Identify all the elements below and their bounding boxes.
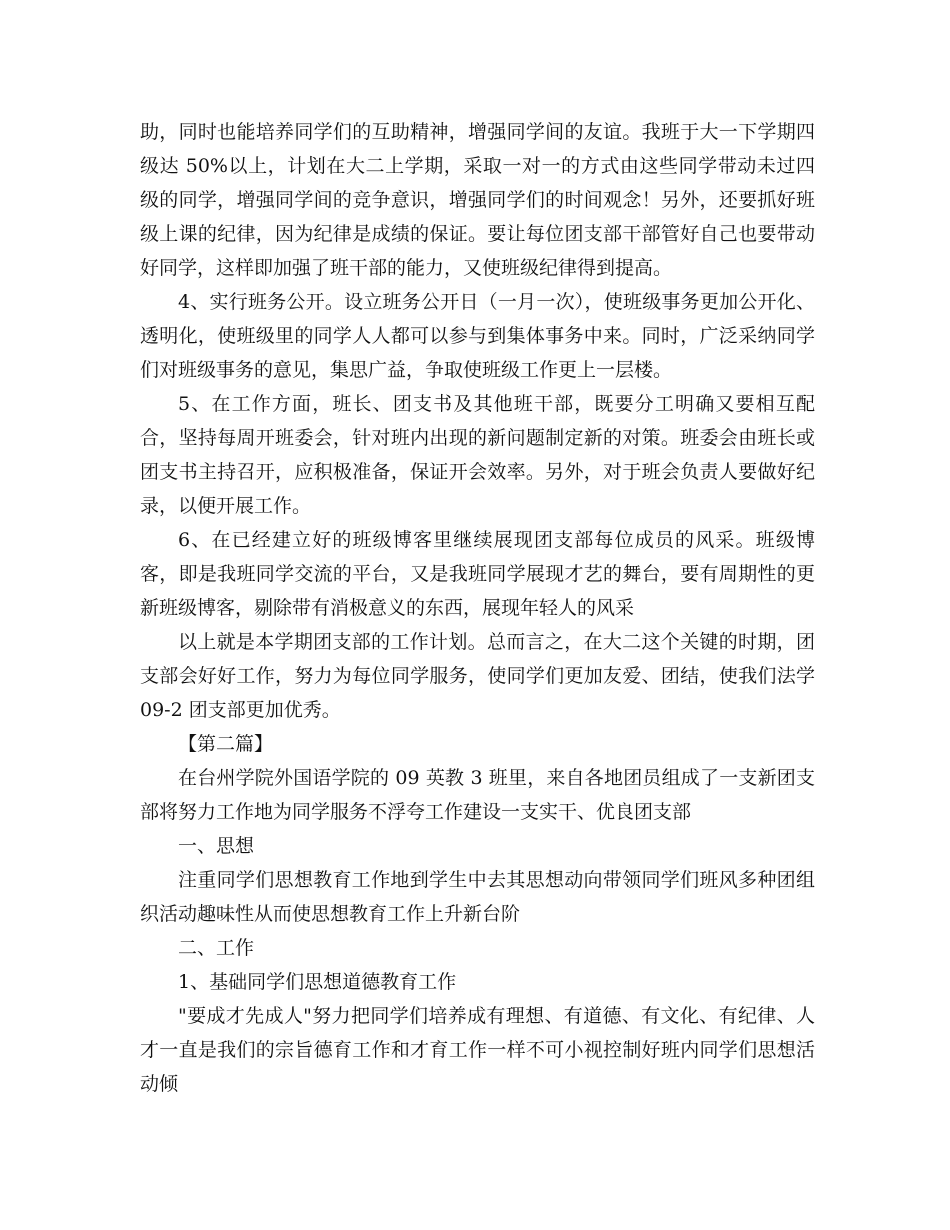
paragraph-6: 在台州学院外国语学院的 09 英教 3 班里，来自各地团员组成了一支新团支部将努力工作地为同学服务不浮夸工作建设一支实干、优良团支部: [140, 767, 815, 823]
paragraph-8: "要成才先成人"努力把同学们培养成有理想、有道德、有文化、有纪律、人才一直是我们的宗旨德育工作和才育工作一样不可小视控制好班内同学们思想活动倾: [140, 1005, 815, 1095]
paragraph-7: 注重同学们思想教育工作地到学生中去其思想动向带领同学们班风多种团组织活动趣味性从而使思想教育工作上升新台阶: [140, 869, 815, 925]
paragraph-5: 以上就是本学期团支部的工作计划。总而言之，在大二这个关键的时期，团支部会好好工作，努力为每位同学服务，使同学们更加友爱、团结，使我们法学 09-2 团支部更加优秀。: [140, 631, 815, 721]
paragraph-3: 5、在工作方面，班长、团支书及其他班干部，既要分工明确又要相互配合，坚持每周开班委会，针对班内出现的新问题制定新的对策。班委会由班长或团支书主持召开，应积极准备，保证开会效率。另外，对于班会负责人要做好纪录，以便开展工作。: [140, 393, 815, 517]
paragraph-4: 6、在已经建立好的班级博客里继续展现团支部每位成员的风采。班级博客，即是我班同学交流的平台，又是我班同学展现才艺的舞台，要有周期性的更新班级博客，剔除带有消极意义的东西，展现年轻人的风采: [140, 529, 815, 619]
heading-work-item-1: 1、基础同学们思想道德教育工作: [178, 971, 457, 993]
paragraph-1: 助，同时也能培养同学们的互助精神，增强同学间的友谊。我班于大一下学期四级达 50%以上，计划在大二上学期，采取一对一的方式由这些同学带动未过四级的同学，增强同学间的竞争意识，增强同学们的时间观念！另外，还要抓好班级上课的纪律，因为纪律是成绩的保证。要让每位团支部干部管好自己也要带动好同学，这样即加强了班干部的能力，又使班级纪律得到提高。: [140, 121, 815, 279]
heading-thought: 一、思想: [178, 835, 255, 857]
heading-work: 二、工作: [178, 937, 255, 959]
section-heading-second: 【第二篇】: [178, 733, 274, 755]
paragraph-2: 4、实行班务公开。设立班务公开日（一月一次），使班级事务更加公开化、透明化，使班级里的同学人人都可以参与到集体事务中来。同时，广泛采纳同学们对班级事务的意见，集思广益，争取使班级工作更上一层楼。: [140, 291, 815, 381]
